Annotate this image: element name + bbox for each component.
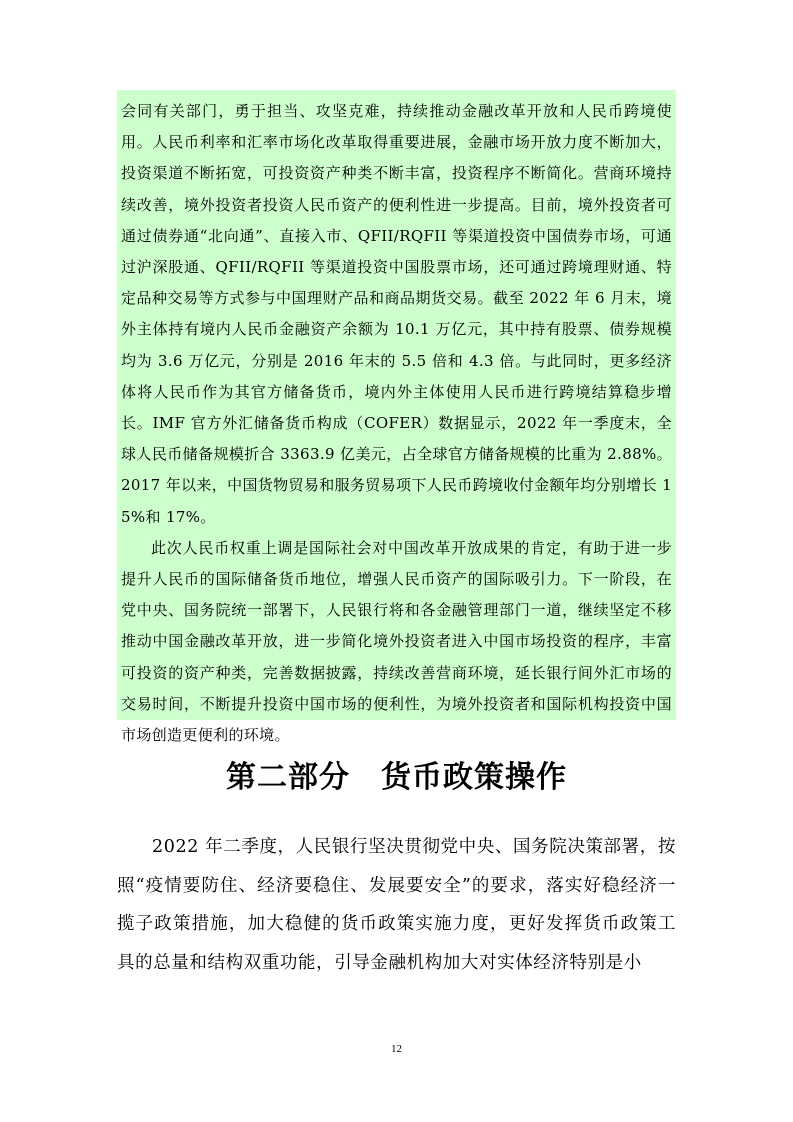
section-body-paragraph: 2022 年二季度，人民银行坚决贯彻党中央、国务院决策部署，按照“疫情要防住、经济要稳住、发展要安全”的要求，落实好稳经济一揽子政策措施，加大稳健的货币政策实施力度，更好发挥货币政策工具的总量和结构双重功能，引导金融机构加大对实体经济特别是小: [117, 837, 676, 973]
highlight-box: [117, 90, 676, 745]
section-title: 第二部分 货币政策操作: [226, 760, 567, 795]
page-number: 12: [391, 1043, 402, 1055]
highlight-paragraph-1: 会同有关部门，勇于担当、攻坚克难，持续推动金融改革开放和人民币跨境使用。人民币利率和汇率市场化改革取得重要进展，金融市场开放力度不断加大，投资渠道不断拓宽，可投资资产种类不断丰富，投资程序不断简化。营商环境持续改善，境外投资者投资人民币资产的便利性进一步提高。目前，境外投资者可通过债券通“北向通”、直接入市、QFII/RQFII 等渠道投资中国债券市场，可通过沪深股通、QFII/RQFII 等渠道投资中国股票市场，还可通过跨境理财通、特定品种交易等方式参与中国理财产品和商品期货交易。截至 2022 年 6 月末，境外主体持有境内人民币金融资产余额为 10.1 万亿元，其中持有股票、债券规模均为 3.6 万亿元，分别是 2016 年末的 5.5 倍和 4.3 倍。与此同时，更多经济体将人民币作为其官方储备货币，境内外主体使用人民币进行跨境结算稳步增长。IMF 官方外汇储备货币构成（COFER）数据显示，2022 年一季度末，全球人民币储备规模折合 3363.9 亿美元，占全球官方储备规模的比重为 2.88%。2017 年以来，中国货物贸易和服务贸易项下人民币跨境收付金额年均分别增长 15%和 17%。: [121, 102, 672, 526]
highlight-paragraph-2: 此次人民币权重上调是国际社会对中国改革开放成果的肯定，有助于进一步提升人民币的国际储备货币地位，增强人民币资产的国际吸引力。下一阶段，在党中央、国务院统一部署下，人民银行将和各金融管理部门一道，继续坚定不移推动中国金融改革开放，进一步简化境外投资者进入中国市场投资的程序，丰富可投资的资产种类，完善数据披露，持续改善营商环境，延长银行间外汇市场的交易时间，不断提升投资中国市场的便利性，为境外投资者和国际机构投资中国市场创造更便利的环境。: [121, 538, 672, 745]
